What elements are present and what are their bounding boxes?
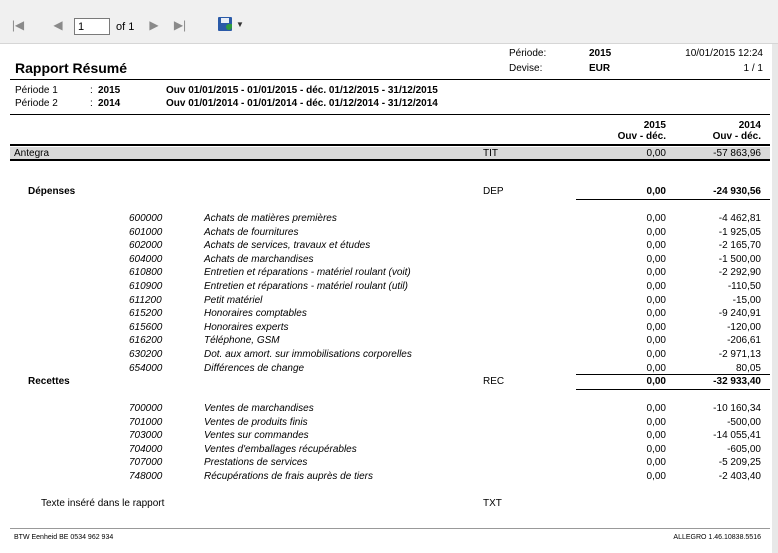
period2-range: Ouv 01/01/2014 - 01/01/2014 - déc. 01/12/2014 - 31/12/2014 (166, 98, 438, 109)
antegra-code: TIT (483, 148, 498, 159)
period2-colon: : (90, 98, 93, 109)
antegra-v2: -57 863,96 (713, 148, 761, 159)
account-number: 654000 (129, 362, 163, 374)
recettes-underline (576, 389, 770, 390)
account-description: Petit matériel (204, 294, 263, 306)
period1-colon: : (90, 85, 93, 96)
value-period1: 0,00 (646, 349, 666, 360)
recettes-v1: 0,00 (646, 376, 666, 387)
value-period1: 0,00 (646, 416, 666, 428)
value-period1: 0,00 (646, 335, 666, 347)
account-number: 748000 (129, 471, 163, 482)
report-page (0, 44, 778, 553)
report-page-number: 1 / 1 (743, 63, 763, 74)
account-number: 615600 (129, 321, 163, 333)
periode-label: Période: (509, 48, 547, 59)
depenses-code: DEP (483, 186, 504, 197)
next-page-icon[interactable]: ▶ (149, 18, 159, 32)
value-period2: -2 403,40 (718, 471, 761, 482)
periods-divider (10, 114, 770, 115)
header-divider (10, 79, 770, 80)
col1-year: 2015 (643, 120, 666, 131)
report-title: Rapport Résumé (15, 60, 128, 76)
value-period2: -2 971,13 (718, 349, 761, 360)
account-description: Dot. aux amort. sur immobilisations corporelles (204, 349, 412, 360)
devise-value: EUR (589, 63, 611, 74)
account-number: 604000 (129, 253, 163, 265)
recettes-label: Recettes (28, 376, 70, 387)
account-number: 707000 (129, 457, 163, 469)
value-period1: 0,00 (646, 457, 666, 469)
antegra-bottom-border (10, 159, 770, 161)
account-number: 630200 (129, 349, 163, 360)
value-period2: -9 240,91 (718, 308, 761, 320)
value-period2: -10 160,34 (713, 403, 761, 414)
depenses-v2: -24 930,56 (713, 186, 761, 197)
account-description: Récupérations de frais auprès de tiers (204, 471, 373, 482)
period1-year: 2015 (98, 85, 121, 96)
save-export-icon[interactable] (218, 17, 232, 31)
value-period1: 0,00 (646, 226, 666, 238)
first-page-icon[interactable]: |◀ (11, 18, 25, 32)
texte-label: Texte inséré dans le rapport (41, 498, 165, 509)
page-number-input[interactable] (74, 18, 110, 35)
value-period2: -15,00 (732, 294, 761, 306)
value-period2: -206,61 (727, 335, 761, 347)
account-description: Prestations de services (204, 457, 308, 469)
value-period1: 0,00 (646, 267, 666, 279)
value-period2: -4 462,81 (718, 213, 761, 224)
depenses-label: Dépenses (28, 186, 76, 197)
account-description: Ventes sur commandes (204, 430, 309, 442)
account-number: 610900 (129, 281, 163, 292)
account-number: 701000 (129, 416, 163, 428)
value-period1: 0,00 (646, 403, 666, 414)
value-period1: 0,00 (646, 281, 666, 292)
account-number: 601000 (129, 226, 163, 238)
period2-label: Période 2 (15, 98, 58, 109)
account-number: 700000 (129, 403, 163, 414)
account-description: Achats de fournitures (204, 226, 299, 238)
value-period2: -1 500,00 (718, 253, 761, 265)
depenses-underline (576, 199, 770, 200)
depenses-v1: 0,00 (646, 186, 666, 197)
account-description: Entretien et réparations - matériel roulant (voit) (204, 267, 411, 279)
devise-label: Devise: (509, 63, 543, 74)
account-description: Achats de marchandises (204, 253, 314, 265)
value-period2: -5 209,25 (718, 457, 761, 469)
account-number: 611200 (129, 294, 162, 306)
recettes-topline (576, 374, 770, 375)
periode-value: 2015 (589, 48, 612, 59)
account-description: Achats de matières premières (204, 213, 337, 224)
account-description: Honoraires comptables (204, 308, 307, 320)
value-period1: 0,00 (646, 321, 666, 333)
antegra-v1: 0,00 (646, 148, 666, 159)
value-period2: -120,00 (727, 321, 761, 333)
value-period1: 0,00 (646, 253, 666, 265)
value-period1: 0,00 (646, 308, 666, 320)
value-period1: 0,00 (646, 213, 666, 224)
value-period2: -1 925,05 (718, 226, 761, 238)
account-number: 703000 (129, 430, 163, 442)
value-period2: -500,00 (727, 416, 761, 428)
value-period1: 0,00 (646, 471, 666, 482)
recettes-v2: -32 933,40 (713, 376, 761, 387)
value-period2: 80,05 (735, 362, 761, 374)
account-description: Honoraires experts (204, 321, 289, 333)
chevron-down-icon[interactable]: ▼ (236, 20, 244, 29)
value-period1: 0,00 (646, 362, 666, 374)
account-number: 610800 (129, 267, 163, 279)
period1-range: Ouv 01/01/2015 - 01/01/2015 - déc. 01/12/2015 - 31/12/2015 (166, 85, 438, 96)
value-period1: 0,00 (646, 430, 666, 442)
value-period1: 0,00 (646, 240, 666, 252)
recettes-code: REC (483, 376, 505, 387)
account-number: 704000 (129, 443, 163, 455)
account-description: Ventes d'emballages récupérables (204, 443, 357, 455)
account-number: 600000 (129, 213, 163, 224)
account-description: Ventes de marchandises (204, 403, 314, 414)
account-description: Entretien et réparations - matériel roulant (util) (204, 281, 408, 292)
period2-year: 2014 (98, 98, 121, 109)
col1-subheader: Ouv - déc. (617, 131, 666, 142)
last-page-icon[interactable]: ▶| (173, 18, 187, 32)
account-description: Différences de change (204, 362, 305, 374)
value-period2: -605,00 (727, 443, 761, 455)
antegra-top-border (10, 144, 770, 146)
prev-page-icon[interactable]: ◀ (53, 18, 63, 32)
account-number: 616200 (129, 335, 163, 347)
report-datetime: 10/01/2015 12:24 (685, 48, 763, 59)
antegra-label: Antegra (14, 148, 50, 159)
col2-year: 2014 (738, 120, 761, 131)
page-count-label: of 1 (116, 21, 135, 33)
footer-vat: BTW Eenheid BE 0534 962 934 (14, 534, 114, 541)
account-description: Achats de services, travaux et études (204, 240, 371, 252)
col2-subheader: Ouv - déc. (712, 131, 761, 142)
value-period2: -2 292,90 (718, 267, 761, 279)
account-description: Ventes de produits finis (204, 416, 308, 428)
value-period2: -2 165,70 (718, 240, 761, 252)
value-period2: -14 055,41 (713, 430, 761, 442)
account-number: 602000 (129, 240, 163, 252)
account-number: 615200 (129, 308, 163, 320)
texte-code: TXT (483, 498, 502, 509)
value-period1: 0,00 (646, 294, 666, 306)
period1-label: Période 1 (15, 85, 58, 96)
footer-version: ALLEGRO 1.46.10838.5516 (673, 534, 761, 541)
value-period2: -110,50 (727, 281, 761, 292)
footer-divider (10, 528, 770, 529)
account-description: Téléphone, GSM (204, 335, 280, 347)
report-toolbar (0, 0, 778, 44)
value-period1: 0,00 (646, 443, 666, 455)
